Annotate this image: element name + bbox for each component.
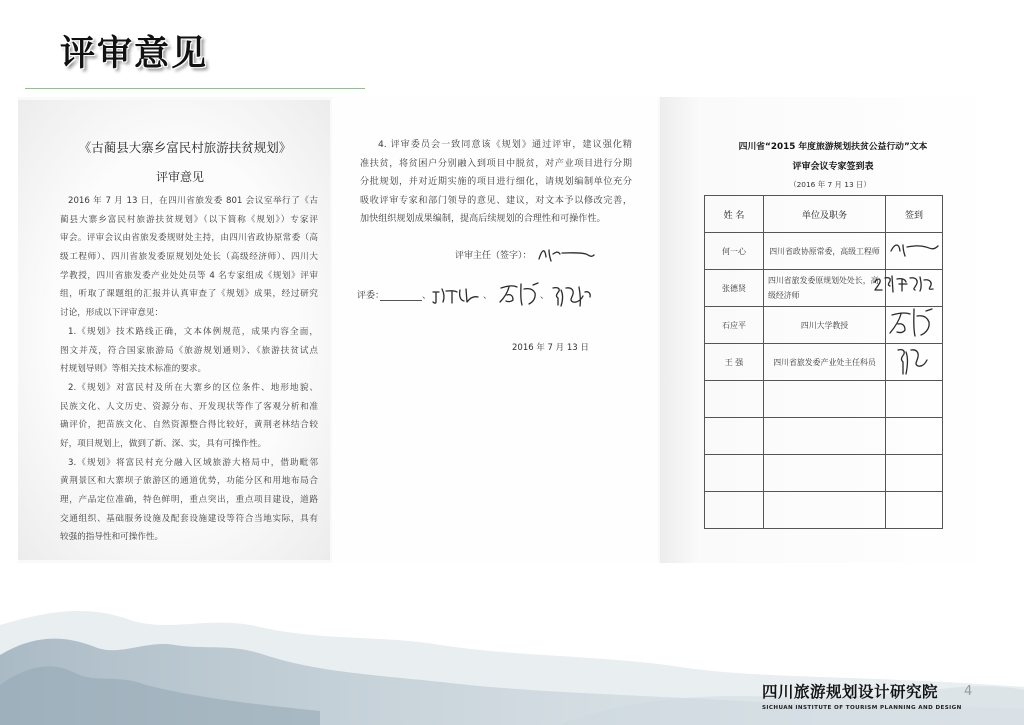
signin-sheet-date: （2016 年 7 月 13 日） — [789, 180, 871, 189]
signature-cell — [886, 307, 943, 344]
table-row-empty — [705, 381, 943, 418]
expert-name: 王 强 — [705, 344, 764, 381]
judge-signature — [497, 280, 542, 308]
text-line: 蔺县大寨乡富民村旅游扶贫规划》（以下简称《规划》）专家评 — [60, 214, 318, 225]
empty-cell — [886, 418, 943, 455]
text-line: 图文并茂，符合国家旅游局《旅游规划通则》、《旅游扶贫试点 — [60, 345, 318, 356]
text-line: 组，听取了课题组的汇报并认真审查了《规划》成果，经过研究 — [60, 289, 318, 300]
text-line: 级工程师）、四川省旅发委原规划处处长（高级经济师）、四川大 — [60, 252, 318, 263]
judges-signature-label: 评委： — [357, 291, 385, 301]
slide-title: 评审意见 — [60, 34, 209, 74]
text-line: 较强的指导性和可操作性。 — [60, 532, 164, 543]
signature-cell — [886, 344, 943, 381]
text-line: 4. 评审委员会一致同意该《规划》通过评审，建议强化精 — [378, 140, 632, 150]
table-row-empty — [705, 418, 943, 455]
expert-name: 张德贤 — [705, 270, 764, 307]
column-header-name: 姓 名 — [705, 196, 764, 233]
signature-cell — [886, 233, 943, 270]
judge-signature — [430, 284, 480, 306]
expert-unit: 四川省政协原常委，高级工程师 — [764, 233, 886, 270]
review-date: 2016 年 7 月 13 日 — [512, 343, 589, 353]
signin-sheet-subtitle: 评审会议专家签到表 — [792, 162, 874, 172]
text-line: 吸收评审专家和部门领导的意见、建议，对文本予以修改完善， — [360, 195, 632, 206]
table-row — [705, 344, 943, 381]
text-line: 1.《规划》技术路线正确，文本体例规范，成果内容全面， — [68, 326, 318, 337]
text-line: 学教授，四川省旅发委产业处处员等 4 名专家组成《规划》评审 — [60, 270, 318, 281]
text-line: 2016 年 7 月 13 日，在四川省旅发委 801 会议室举行了《古 — [68, 196, 318, 206]
review-doc-body — [60, 192, 318, 547]
signature-separator: 、 — [483, 291, 493, 301]
text-line: 3.《规划》将富民村充分融入区域旅游大格局中，借助毗邻 — [68, 457, 318, 468]
signature-separator: 、 — [540, 291, 550, 301]
empty-cell — [705, 455, 764, 492]
table-header-row — [705, 196, 943, 233]
page-number: 4 — [964, 684, 973, 699]
empty-cell — [705, 418, 764, 455]
table-row — [705, 233, 943, 270]
expert-name: 何一心 — [705, 233, 764, 270]
text-line: 2.《规划》对富民村及所在大寨乡的区位条件、地形地貌、 — [68, 382, 318, 393]
expert-signature — [886, 307, 943, 343]
chair-signature-label: 评审主任（签字）： — [455, 251, 532, 261]
text-line: 分批规划，并对近期实施的项目进行细化，请规划编制单位充分 — [360, 177, 632, 188]
signature-separator: 、 — [422, 291, 432, 301]
signature-blank-line — [380, 300, 422, 301]
column-header-unit: 单位及职务 — [764, 196, 886, 233]
text-line: 村规划导则》等相关技术标准的要求。 — [60, 364, 207, 375]
empty-cell — [886, 455, 943, 492]
review-doc-continuation — [360, 136, 632, 229]
review-doc-heading: 评审意见 — [155, 170, 204, 184]
expert-name: 石应平 — [705, 307, 764, 344]
signature-cell — [886, 270, 943, 307]
ink-wash-mountains-decoration — [0, 575, 1024, 725]
text-line: 确评价，把苗族文化、自然资源整合得比较好，黄荆老林结合较 — [60, 420, 318, 431]
expert-unit: 四川省旅发委原规划处处长，高级经济师 — [764, 270, 886, 307]
org-name-chinese: 四川旅游规划设计研究院 — [762, 683, 939, 701]
text-line: 准扶贫，将贫困户分别融入到项目中脱贫，对产业项目进行分期 — [360, 158, 632, 169]
expert-signature — [873, 270, 941, 306]
expert-signature — [886, 233, 943, 269]
empty-cell — [764, 381, 886, 418]
text-line: 好，项目规划上，做到了新、深、实，具有可操作性。 — [60, 438, 267, 449]
empty-cell — [705, 381, 764, 418]
chair-signature — [536, 243, 596, 267]
text-line: 加快组织规划成果编制，提高后续规划的合理性和可操作性。 — [360, 214, 606, 225]
empty-cell — [886, 381, 943, 418]
empty-cell — [764, 418, 886, 455]
text-line: 民族文化、人文历史、资源分布、开发现状等作了客观分析和准 — [60, 401, 318, 412]
empty-cell — [764, 455, 886, 492]
table-row-empty — [705, 455, 943, 492]
signin-sheet-title: 四川省“2015 年度旅游规划扶贫公益行动”文本 — [738, 142, 928, 152]
table-row — [705, 307, 943, 344]
empty-cell — [764, 492, 886, 529]
empty-cell — [886, 492, 943, 529]
expert-unit: 四川大学教授 — [764, 307, 886, 344]
org-name-english: SICHUAN INSTITUTE OF TOURISM PLANNING AND DESIGN — [762, 705, 962, 711]
table-row-empty — [705, 492, 943, 529]
empty-cell — [705, 492, 764, 529]
title-underline — [25, 88, 365, 89]
text-line: 审会。评审会议由省旅发委规财处主持，由四川省政协原常委（高 — [60, 233, 318, 244]
expert-unit: 四川省旅发委产业处主任科员 — [764, 344, 886, 381]
signin-table — [704, 195, 943, 529]
review-doc-title: 《古蔺县大寨乡富民村旅游扶贫规划》 — [78, 140, 292, 155]
judge-signature — [549, 282, 594, 308]
expert-signature — [886, 344, 943, 380]
text-line: 黄荆景区和大寨坝子旅游区的通道优势，功能分区和用地布局合 — [60, 476, 318, 487]
text-line: 交通组织、基础服务设施及配套设施建设等符合当地实际，具有 — [60, 513, 318, 524]
text-line: 讨论，形成以下评审意见： — [60, 308, 164, 319]
column-header-sign: 签到 — [886, 196, 943, 233]
text-line: 理，产品定位准确，特色鲜明，重点突出，重点项目建设，道路 — [60, 495, 318, 505]
table-row — [705, 270, 943, 307]
